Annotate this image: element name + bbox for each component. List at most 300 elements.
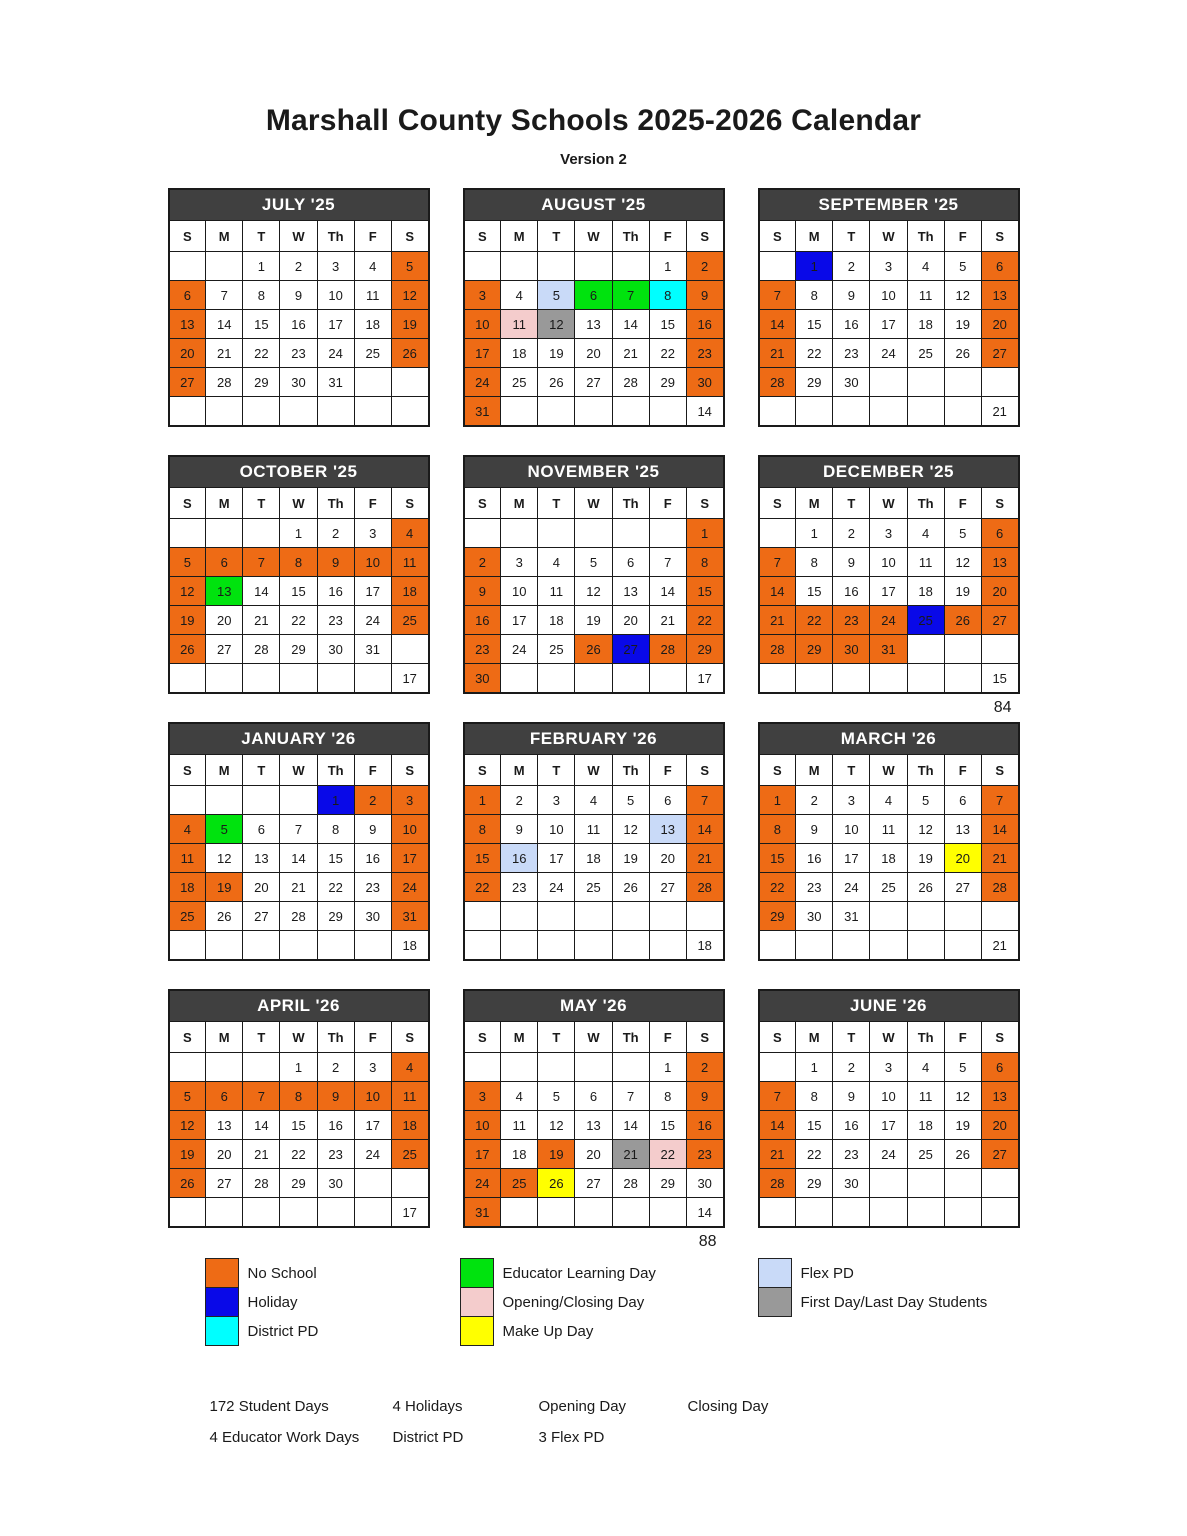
month-november-25 (463, 455, 725, 694)
day-cell: 18 (501, 1140, 538, 1169)
day-cell: 15 (280, 577, 317, 606)
day-cell: 11 (907, 548, 944, 577)
day-cell: 5 (944, 519, 981, 548)
weekday-header: S (169, 755, 206, 786)
weekday-header: Th (907, 755, 944, 786)
day-cell: 30 (833, 368, 870, 397)
empty-cell (206, 397, 243, 427)
day-cell: 12 (169, 577, 206, 606)
empty-cell (612, 931, 649, 961)
day-cell: 4 (907, 519, 944, 548)
day-cell: 21 (759, 1140, 796, 1169)
weekday-header: Th (612, 221, 649, 252)
empty-cell (169, 397, 206, 427)
empty-cell (501, 1198, 538, 1228)
day-cell: 7 (686, 786, 723, 815)
empty-cell (243, 664, 280, 694)
day-cell: 22 (796, 606, 833, 635)
day-cell: 10 (833, 815, 870, 844)
day-cell: 25 (169, 902, 206, 931)
empty-cell (944, 368, 981, 397)
day-cell: 10 (317, 281, 354, 310)
day-cell: 2 (833, 252, 870, 281)
month-may-26 (463, 989, 725, 1250)
day-cell: 1 (686, 519, 723, 548)
empty-cell (501, 519, 538, 548)
day-cell: 27 (981, 1140, 1018, 1169)
empty-cell (243, 519, 280, 548)
weekday-header: Th (612, 488, 649, 519)
day-cell: 28 (759, 635, 796, 664)
weekday-header: S (981, 1022, 1018, 1053)
day-cell: 19 (612, 844, 649, 873)
month-august-25 (463, 188, 725, 427)
day-cell: 4 (575, 786, 612, 815)
day-cell: 3 (870, 1053, 907, 1082)
empty-cell (206, 1198, 243, 1228)
legend-swatch-hol (205, 1287, 239, 1317)
day-cell: 5 (612, 786, 649, 815)
day-cell: 13 (981, 281, 1018, 310)
day-cell: 3 (354, 519, 391, 548)
day-cell: 8 (796, 548, 833, 577)
day-cell: 10 (870, 1082, 907, 1111)
month-table (168, 455, 430, 694)
summary-row-2 (168, 1425, 1020, 1456)
day-cell: 5 (391, 252, 428, 281)
day-cell: 16 (833, 310, 870, 339)
empty-cell (169, 664, 206, 694)
weekday-header: T (833, 488, 870, 519)
day-cell: 7 (243, 1082, 280, 1111)
day-cell: 10 (501, 577, 538, 606)
day-cell: 30 (796, 902, 833, 931)
day-cell: 25 (391, 606, 428, 635)
month-day-count: 21 (981, 397, 1018, 427)
legend-label: Holiday (247, 1293, 298, 1311)
day-cell: 17 (354, 577, 391, 606)
weekday-header: S (169, 1022, 206, 1053)
day-cell: 4 (538, 548, 575, 577)
empty-cell (354, 368, 391, 397)
day-cell: 26 (575, 635, 612, 664)
day-cell: 11 (354, 281, 391, 310)
day-cell: 2 (796, 786, 833, 815)
day-cell: 27 (612, 635, 649, 664)
empty-cell (575, 1198, 612, 1228)
weekday-header: S (169, 221, 206, 252)
weekday-header: Th (612, 755, 649, 786)
day-cell: 1 (243, 252, 280, 281)
day-cell: 16 (354, 844, 391, 873)
empty-cell (612, 397, 649, 427)
day-cell: 1 (280, 1053, 317, 1082)
day-cell: 28 (759, 1169, 796, 1198)
month-day-count: 17 (391, 1198, 428, 1228)
empty-cell (575, 902, 612, 931)
day-cell: 29 (759, 902, 796, 931)
empty-cell (280, 397, 317, 427)
weekday-header: T (243, 1022, 280, 1053)
weekday-header: F (354, 755, 391, 786)
day-cell: 31 (870, 635, 907, 664)
day-cell: 26 (944, 1140, 981, 1169)
empty-cell (464, 902, 501, 931)
day-cell: 16 (317, 577, 354, 606)
day-cell: 19 (538, 1140, 575, 1169)
day-cell: 9 (833, 548, 870, 577)
month-day-count: 14 (686, 397, 723, 427)
day-cell: 7 (759, 548, 796, 577)
day-cell: 14 (243, 1111, 280, 1140)
legend-swatch-dpd (205, 1316, 239, 1346)
day-cell: 26 (538, 1169, 575, 1198)
empty-cell (538, 252, 575, 281)
month-table (758, 455, 1020, 694)
day-cell: 6 (981, 519, 1018, 548)
day-cell: 15 (280, 1111, 317, 1140)
day-cell: 17 (870, 577, 907, 606)
empty-cell (354, 1169, 391, 1198)
month-title: FEBRUARY '26 (464, 723, 724, 755)
day-cell: 18 (169, 873, 206, 902)
day-cell: 19 (944, 577, 981, 606)
day-cell: 23 (501, 873, 538, 902)
day-cell: 13 (206, 577, 243, 606)
legend-swatch-fpd (758, 1258, 792, 1288)
empty-cell (464, 931, 501, 961)
month-title: DECEMBER '25 (759, 456, 1019, 488)
day-cell: 4 (907, 1053, 944, 1082)
day-cell: 14 (686, 815, 723, 844)
day-cell: 29 (243, 368, 280, 397)
empty-cell (501, 902, 538, 931)
day-cell: 19 (206, 873, 243, 902)
day-cell: 21 (280, 873, 317, 902)
day-cell: 1 (759, 786, 796, 815)
weekday-header: S (464, 755, 501, 786)
day-cell: 8 (686, 548, 723, 577)
day-cell: 29 (796, 1169, 833, 1198)
day-cell: 11 (907, 281, 944, 310)
weekday-header: S (759, 488, 796, 519)
day-cell: 10 (354, 548, 391, 577)
day-cell: 20 (206, 1140, 243, 1169)
weekday-header: S (391, 755, 428, 786)
day-cell: 30 (833, 1169, 870, 1198)
day-cell: 29 (649, 368, 686, 397)
empty-cell (538, 902, 575, 931)
empty-cell (833, 397, 870, 427)
weekday-header: M (796, 221, 833, 252)
month-day-count: 18 (686, 931, 723, 961)
day-cell: 6 (981, 252, 1018, 281)
day-cell: 30 (280, 368, 317, 397)
student-days-count: 172 Student Days (209, 1398, 329, 1415)
weekday-header: Th (317, 1022, 354, 1053)
day-cell: 18 (391, 577, 428, 606)
day-cell: 21 (981, 844, 1018, 873)
empty-cell (575, 931, 612, 961)
day-cell: 7 (759, 281, 796, 310)
day-cell: 23 (833, 339, 870, 368)
weekday-header: S (759, 221, 796, 252)
day-cell: 18 (870, 844, 907, 873)
weekday-header: F (354, 1022, 391, 1053)
day-cell: 27 (169, 368, 206, 397)
empty-cell (759, 1198, 796, 1228)
month-title: MARCH '26 (759, 723, 1019, 755)
day-cell: 19 (575, 606, 612, 635)
day-cell: 24 (317, 339, 354, 368)
day-cell: 1 (649, 1053, 686, 1082)
day-cell: 19 (944, 1111, 981, 1140)
weekday-header: T (538, 488, 575, 519)
day-cell: 3 (464, 1082, 501, 1111)
empty-cell (612, 1198, 649, 1228)
empty-cell (944, 664, 981, 694)
version-label: Version 2 (560, 151, 627, 168)
empty-cell (870, 1198, 907, 1228)
day-cell: 23 (317, 1140, 354, 1169)
day-cell: 11 (391, 1082, 428, 1111)
day-cell: 13 (981, 1082, 1018, 1111)
weekday-header: S (391, 221, 428, 252)
day-cell: 27 (206, 1169, 243, 1198)
day-cell: 25 (907, 1140, 944, 1169)
empty-cell (464, 252, 501, 281)
weekday-header: F (944, 221, 981, 252)
day-cell: 13 (575, 310, 612, 339)
day-cell: 21 (243, 606, 280, 635)
day-cell: 21 (686, 844, 723, 873)
weekday-header: W (870, 488, 907, 519)
day-cell: 4 (169, 815, 206, 844)
month-table (758, 989, 1020, 1228)
day-cell: 29 (796, 368, 833, 397)
day-cell: 13 (206, 1111, 243, 1140)
day-cell: 5 (169, 1082, 206, 1111)
day-cell: 22 (796, 339, 833, 368)
weekday-header: F (354, 221, 391, 252)
month-december-25 (758, 455, 1020, 716)
day-cell: 17 (870, 310, 907, 339)
empty-cell (796, 931, 833, 961)
empty-cell (575, 252, 612, 281)
day-cell: 16 (686, 310, 723, 339)
day-cell: 26 (944, 339, 981, 368)
day-cell: 8 (243, 281, 280, 310)
day-cell: 4 (391, 519, 428, 548)
legend-item (460, 1316, 656, 1346)
day-cell: 14 (759, 310, 796, 339)
weekday-header: S (464, 221, 501, 252)
day-cell: 28 (243, 635, 280, 664)
day-cell: 17 (501, 606, 538, 635)
day-cell: 13 (649, 815, 686, 844)
month-table (463, 722, 725, 961)
day-cell: 27 (981, 339, 1018, 368)
empty-cell (354, 1198, 391, 1228)
weekday-header: F (944, 755, 981, 786)
day-cell: 13 (169, 310, 206, 339)
weekday-header: M (796, 755, 833, 786)
day-cell: 22 (243, 339, 280, 368)
empty-cell (612, 664, 649, 694)
empty-cell (649, 931, 686, 961)
empty-cell (243, 397, 280, 427)
empty-cell (538, 1053, 575, 1082)
day-cell: 6 (243, 815, 280, 844)
day-cell: 28 (206, 368, 243, 397)
day-cell: 3 (501, 548, 538, 577)
weekday-header: F (649, 1022, 686, 1053)
legend-swatch-ocd (460, 1287, 494, 1317)
weekday-header: Th (612, 1022, 649, 1053)
legend-column-3 (758, 1258, 988, 1317)
day-cell: 2 (464, 548, 501, 577)
day-cell: 4 (907, 252, 944, 281)
day-cell: 6 (169, 281, 206, 310)
month-title: SEPTEMBER '25 (759, 189, 1019, 221)
weekday-header: W (280, 488, 317, 519)
day-cell: 18 (907, 1111, 944, 1140)
empty-cell (317, 664, 354, 694)
semester-total: 84 (993, 699, 1012, 716)
day-cell: 15 (686, 577, 723, 606)
day-cell: 28 (280, 902, 317, 931)
day-cell: 24 (391, 873, 428, 902)
month-july-25 (168, 188, 430, 427)
weekday-header: S (981, 488, 1018, 519)
day-cell: 12 (612, 815, 649, 844)
day-cell: 9 (796, 815, 833, 844)
month-march-26 (758, 722, 1020, 961)
day-cell: 27 (944, 873, 981, 902)
day-cell: 2 (686, 1053, 723, 1082)
day-cell: 8 (649, 1082, 686, 1111)
day-cell: 15 (243, 310, 280, 339)
day-cell: 9 (354, 815, 391, 844)
day-cell: 8 (759, 815, 796, 844)
legend-label: Educator Learning Day (502, 1264, 656, 1282)
day-cell: 28 (612, 1169, 649, 1198)
weekday-header: T (538, 755, 575, 786)
day-cell: 21 (759, 606, 796, 635)
day-cell: 24 (464, 368, 501, 397)
month-day-count: 18 (391, 931, 428, 961)
day-cell: 25 (538, 635, 575, 664)
weekday-header: Th (907, 221, 944, 252)
day-cell: 3 (317, 252, 354, 281)
day-cell: 5 (169, 548, 206, 577)
day-cell: 21 (649, 606, 686, 635)
day-cell: 18 (907, 577, 944, 606)
empty-cell (907, 931, 944, 961)
day-cell: 26 (391, 339, 428, 368)
day-cell: 30 (354, 902, 391, 931)
day-cell: 31 (464, 397, 501, 427)
day-cell: 27 (575, 1169, 612, 1198)
weekday-header: Th (317, 488, 354, 519)
weekday-header: F (354, 488, 391, 519)
day-cell: 26 (907, 873, 944, 902)
weekday-header: S (391, 488, 428, 519)
day-cell: 11 (538, 577, 575, 606)
day-cell: 14 (280, 844, 317, 873)
day-cell: 28 (612, 368, 649, 397)
empty-cell (575, 1053, 612, 1082)
legend-item (460, 1258, 656, 1288)
day-cell: 9 (317, 548, 354, 577)
day-cell: 24 (870, 1140, 907, 1169)
day-cell: 18 (354, 310, 391, 339)
day-cell: 15 (464, 844, 501, 873)
empty-cell (206, 1053, 243, 1082)
day-cell: 28 (981, 873, 1018, 902)
day-cell: 17 (317, 310, 354, 339)
day-cell: 2 (501, 786, 538, 815)
legend-label: No School (247, 1264, 317, 1282)
day-cell: 8 (649, 281, 686, 310)
day-cell: 29 (280, 635, 317, 664)
day-cell: 20 (169, 339, 206, 368)
empty-cell (538, 664, 575, 694)
day-cell: 12 (944, 1082, 981, 1111)
day-cell: 24 (833, 873, 870, 902)
day-cell: 13 (981, 548, 1018, 577)
weekday-header: F (944, 488, 981, 519)
day-cell: 11 (169, 844, 206, 873)
empty-cell (759, 397, 796, 427)
day-cell: 24 (464, 1169, 501, 1198)
day-cell: 23 (686, 1140, 723, 1169)
day-cell: 26 (612, 873, 649, 902)
empty-cell (169, 931, 206, 961)
empty-cell (686, 902, 723, 931)
empty-cell (907, 902, 944, 931)
day-cell: 27 (649, 873, 686, 902)
day-cell: 30 (686, 368, 723, 397)
empty-cell (391, 1169, 428, 1198)
day-cell: 4 (870, 786, 907, 815)
weekday-header: S (464, 1022, 501, 1053)
weekday-header: W (280, 1022, 317, 1053)
day-cell: 11 (575, 815, 612, 844)
day-cell: 12 (538, 310, 575, 339)
day-cell: 22 (649, 339, 686, 368)
day-cell: 29 (649, 1169, 686, 1198)
day-cell: 27 (243, 902, 280, 931)
day-cell: 4 (501, 1082, 538, 1111)
day-cell: 17 (464, 339, 501, 368)
day-cell: 3 (870, 519, 907, 548)
weekday-header: M (501, 1022, 538, 1053)
day-cell: 22 (280, 1140, 317, 1169)
empty-cell (243, 786, 280, 815)
empty-cell (280, 931, 317, 961)
day-cell: 3 (354, 1053, 391, 1082)
empty-cell (280, 786, 317, 815)
day-cell: 10 (354, 1082, 391, 1111)
day-cell: 7 (981, 786, 1018, 815)
day-cell: 20 (981, 577, 1018, 606)
weekday-header: T (243, 488, 280, 519)
day-cell: 6 (206, 1082, 243, 1111)
empty-cell (907, 1169, 944, 1198)
empty-cell (870, 664, 907, 694)
weekday-header: T (538, 221, 575, 252)
